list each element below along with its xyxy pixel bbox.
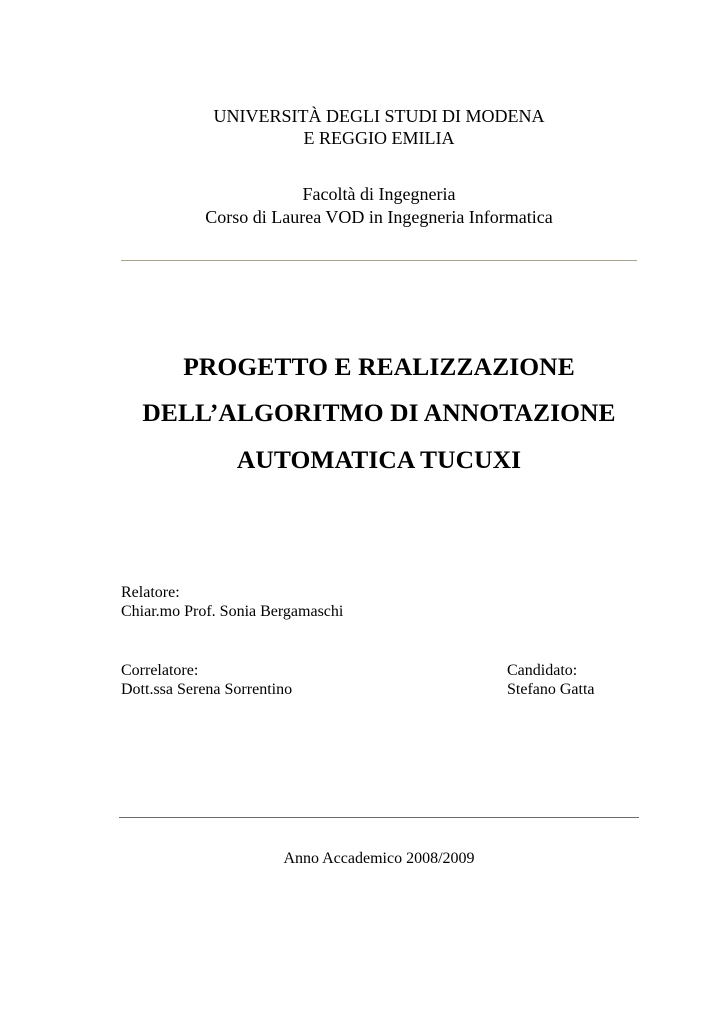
thesis-title-line3: AUTOMATICA TUCUXI — [236, 445, 522, 474]
relatore-label: Relatore: — [121, 584, 180, 601]
correlatore-name: Dott.ssa Serena Sorrentino — [121, 681, 293, 698]
faculty-name: Facoltà di Ingegneria — [302, 184, 456, 204]
candidato-name: Stefano Gatta — [507, 681, 595, 698]
university-name-line2: E REGGIO EMILIA — [303, 128, 455, 148]
candidato-label: Candidato: — [507, 662, 578, 679]
academic-year: Anno Accademico 2008/2009 — [283, 850, 475, 867]
course-name: Corso di Laurea VOD in Ingegneria Informatica — [205, 207, 553, 227]
thesis-title-line2: DELL’ALGORITMO DI ANNOTAZIONE — [142, 398, 616, 427]
thesis-title-line1: PROGETTO E REALIZZAZIONE — [183, 352, 575, 381]
top-divider — [121, 260, 637, 261]
bottom-divider — [119, 817, 639, 818]
correlatore-label: Correlatore: — [121, 662, 199, 679]
university-name-line1: UNIVERSITÀ DEGLI STUDI DI MODENA — [213, 106, 545, 126]
relatore-name: Chiar.mo Prof. Sonia Bergamaschi — [121, 603, 344, 620]
